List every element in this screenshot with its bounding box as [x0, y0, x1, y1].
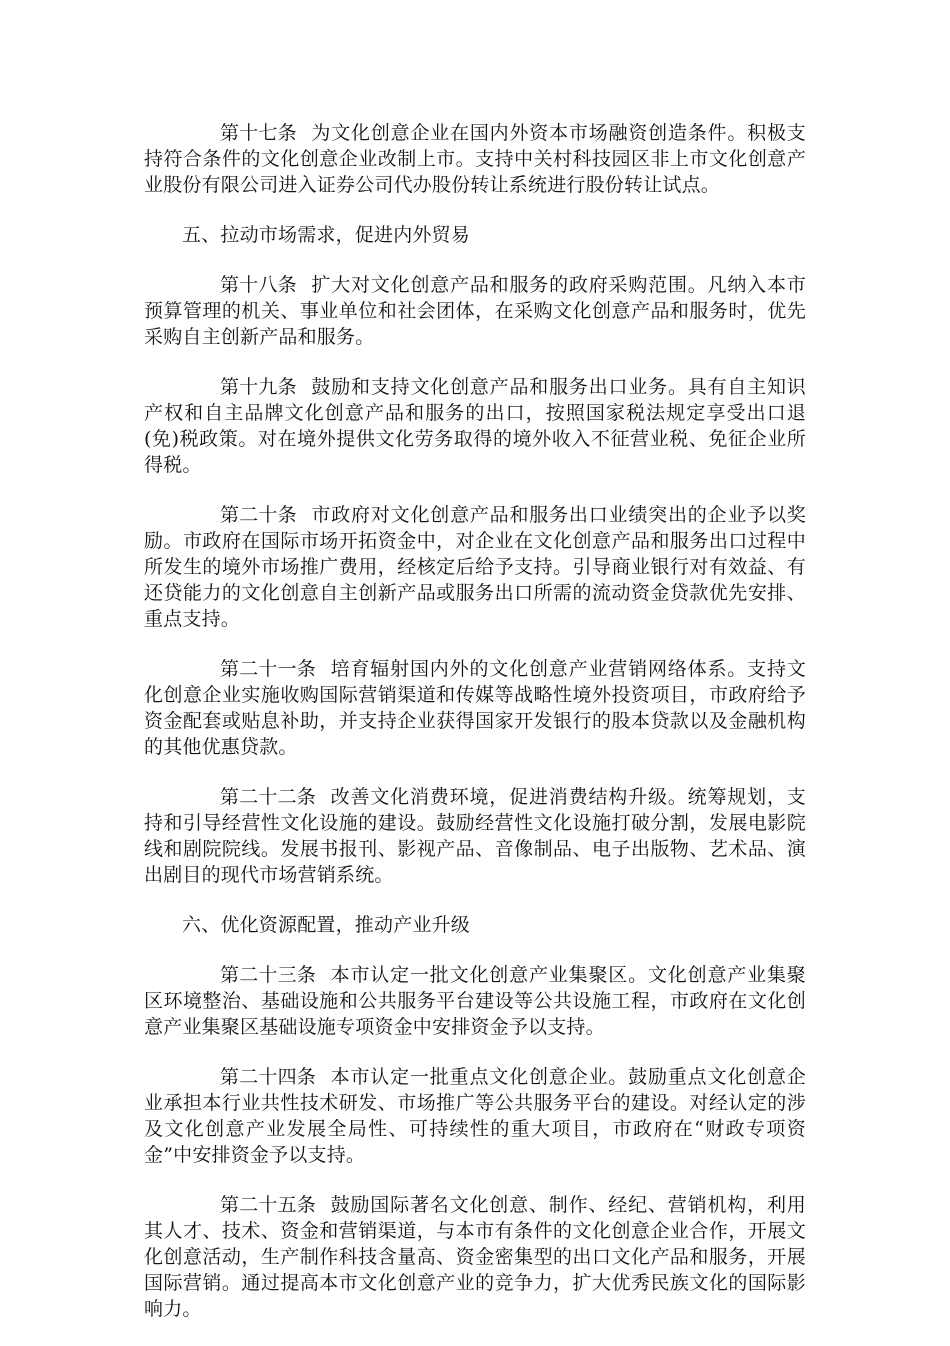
- article-text: 市政府对文化创意产品和服务出口业绩突出的企业予以奖励。市政府在国际市场开拓资金中，对企业在文化创意产品和服务出口过程中所发生的境外市场推广费用，经核定后给予支持。引导商业银行对有效益、有还贷能力的文化创意自主创新产品或服务出口所需的流动资金贷款优先安排、重点支持。: [144, 504, 806, 630]
- section-heading-5: 五、拉动市场需求，促进内外贸易: [182, 224, 471, 246]
- article-21: [144, 656, 806, 760]
- article-23: [144, 962, 806, 1040]
- article-text: 改善文化消费环境，促进消费结构升级。统筹规划，支持和引导经营性文化设施的建设。鼓励经营性文化设施打破分割，发展电影院线和剧院院线。发展书报刊、影视产品、音像制品、电子出版物、艺术品、演出剧目的现代市场营销系统。: [144, 786, 806, 886]
- article-24: [144, 1064, 806, 1168]
- article-text: 扩大对文化创意产品和服务的政府采购范围。凡纳入本市预算管理的机关、事业单位和社会团体，在采购文化创意产品和服务时，优先采购自主创新产品和服务。: [144, 274, 806, 348]
- article-number: 第十九条: [220, 376, 297, 398]
- article-number: 第十七条: [220, 122, 297, 144]
- article-number: 第二十二条: [220, 786, 317, 808]
- article-text: 鼓励和支持文化创意产品和服务出口业务。具有自主知识产权和自主品牌文化创意产品和服务的出口，按照国家税法规定享受出口退(免)税政策。对在境外提供文化劳务取得的境外收入不征营业税、免征企业所得税。: [144, 376, 806, 476]
- article-22: [144, 784, 806, 888]
- article-25: [144, 1192, 806, 1322]
- article-text: 鼓励国际著名文化创意、制作、经纪、营销机构，利用其人才、技术、资金和营销渠道，与本市有条件的文化创意企业合作，开展文化创意活动，生产制作科技含量高、资金密集型的出口文化产品和服务，开展国际营销。通过提高本市文化创意产业的竞争力，扩大优秀民族文化的国际影响力。: [144, 1194, 806, 1320]
- article-number: 第二十一条: [220, 658, 317, 680]
- article-text: 为文化创意企业在国内外资本市场融资创造条件。积极支持符合条件的文化创意企业改制上市。支持中关村科技园区非上市文化创意产业股份有限公司进入证券公司代办股份转让系统进行股份转让试点。: [144, 122, 806, 196]
- article-18: [144, 272, 806, 350]
- article-text: 本市认定一批文化创意产业集聚区。文化创意产业集聚区环境整治、基础设施和公共服务平台建设等公共设施工程，市政府在文化创意产业集聚区基础设施专项资金中安排资金予以支持。: [144, 964, 806, 1038]
- article-number: 第十八条: [220, 274, 297, 296]
- article-19: [144, 374, 806, 478]
- article-text: 培育辐射国内外的文化创意产业营销网络体系。支持文化创意企业实施收购国际营销渠道和传媒等战略性境外投资项目，市政府给予资金配套或贴息补助，并支持企业获得国家开发银行的股本贷款以及金融机构的其他优惠贷款。: [144, 658, 806, 758]
- article-number: 第二十三条: [220, 964, 317, 986]
- article-text: 本市认定一批重点文化创意企业。鼓励重点文化创意企业承担本行业共性技术研发、市场推广等公共服务平台的建设。对经认定的涉及文化创意产业发展全局性、可持续性的重大项目，市政府在“财政专项资金”中安排资金予以支持。: [144, 1066, 806, 1166]
- article-number: 第二十四条: [220, 1066, 317, 1088]
- article-number: 第二十五条: [220, 1194, 317, 1216]
- article-20: [144, 502, 806, 632]
- article-17: [144, 120, 806, 198]
- article-number: 第二十条: [220, 504, 297, 526]
- section-heading-6: 六、优化资源配置，推动产业升级: [182, 914, 471, 936]
- document-page: [144, 120, 806, 1346]
